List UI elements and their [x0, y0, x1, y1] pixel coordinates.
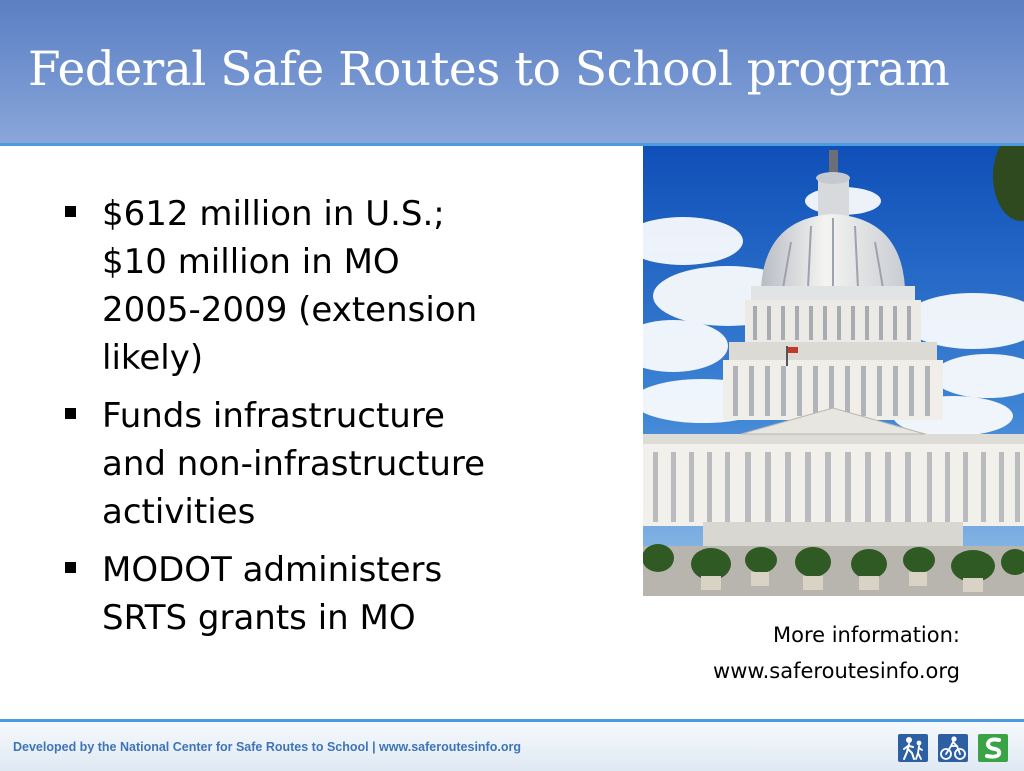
bullet-line: activities: [102, 492, 256, 532]
bullet-item-funding: [62, 190, 582, 382]
square-bullet-icon: [65, 562, 76, 573]
more-info-label: More information:: [772, 623, 960, 647]
bullet-line: MODOT administers: [102, 550, 443, 590]
square-bullet-icon: [65, 408, 76, 419]
capitol-photo: [643, 146, 1024, 596]
bullet-item-activities: [62, 392, 582, 536]
bullet-line: likely): [102, 338, 204, 378]
square-bullet-icon: [65, 206, 76, 217]
bullet-list: [62, 190, 582, 652]
title-banner: [0, 0, 1024, 146]
walking-child-icon: [898, 734, 928, 762]
footer-credit: Developed by the National Center for Safe Routes to School | www.saferoutesinfo.org: [13, 740, 521, 754]
bullet-line: 2005-2009 (extension: [102, 290, 478, 330]
capitol-illustration: [643, 146, 1024, 596]
bullet-line: and non-infrastructure: [102, 444, 486, 484]
footer-bar: [0, 719, 1024, 771]
more-info-block: [713, 617, 960, 689]
bicycle-icon: [938, 734, 968, 762]
safe-routes-logo-icon: [978, 734, 1008, 762]
bullet-line: $612 million in U.S.;: [102, 194, 445, 234]
bullet-line: Funds infrastructure: [102, 396, 445, 436]
bullet-line: $10 million in MO: [102, 242, 400, 282]
more-info-url[interactable]: www.saferoutesinfo.org: [713, 659, 960, 683]
slide-title: Federal Safe Routes to School program: [28, 42, 950, 97]
bullet-item-modot: [62, 546, 582, 642]
bullet-line: SRTS grants in MO: [102, 598, 416, 638]
